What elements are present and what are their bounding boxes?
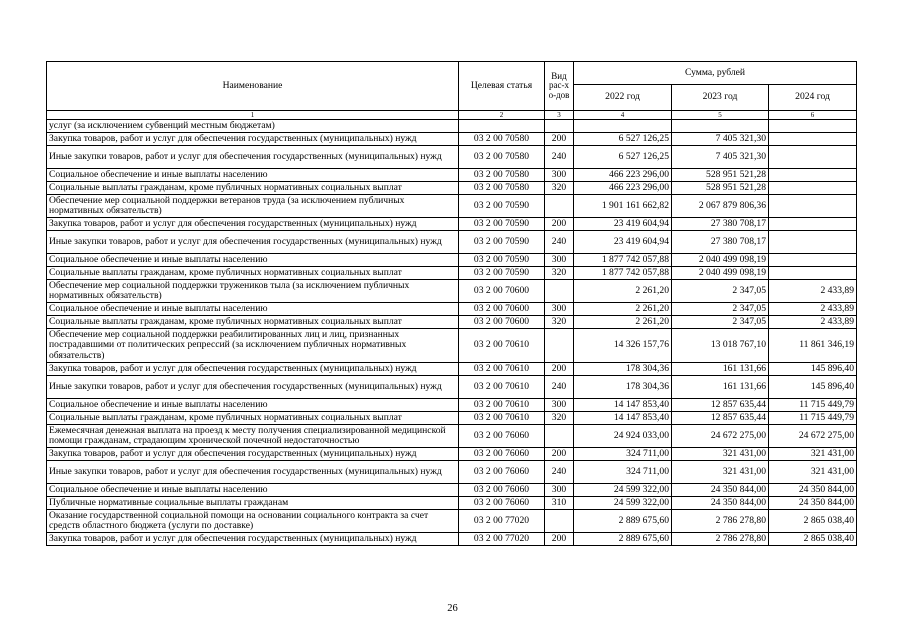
- table-row: [47, 376, 857, 399]
- row-expense-kind: 240: [545, 461, 574, 484]
- row-sum-2023: 27 380 708,17: [672, 231, 769, 254]
- row-sum-2024: [769, 146, 857, 169]
- row-expense-kind: 200: [545, 218, 574, 231]
- row-sum-2022: 324 711,00: [574, 448, 672, 461]
- row-sum-2022: 178 304,36: [574, 376, 672, 399]
- row-sum-2023: 2 040 499 098,19: [672, 254, 769, 267]
- row-expense-kind: 320: [545, 412, 574, 425]
- row-sum-2023: 24 350 844,00: [672, 497, 769, 510]
- table-row: [47, 329, 857, 363]
- header-expense-kind: Вид рас-хо-дов: [545, 62, 574, 111]
- table-row: [47, 363, 857, 376]
- row-sum-2024: 11 715 449,79: [769, 412, 857, 425]
- row-sum-2024: 11 715 449,79: [769, 399, 857, 412]
- table-row: [47, 133, 857, 146]
- row-name: Социальные выплаты гражданам, кроме публичных нормативных социальных выплат: [47, 316, 459, 329]
- row-target-article: 03 2 00 76060: [459, 448, 545, 461]
- row-sum-2023: 2 786 278,80: [672, 510, 769, 533]
- row-target-article: 03 2 00 70610: [459, 376, 545, 399]
- table-row: [47, 510, 857, 533]
- row-sum-2022: 23 419 604,94: [574, 218, 672, 231]
- row-sum-2024: 2 433,89: [769, 316, 857, 329]
- row-sum-2022: 324 711,00: [574, 461, 672, 484]
- table-row: [47, 399, 857, 412]
- column-number: 2: [459, 111, 545, 120]
- row-target-article: 03 2 00 70590: [459, 231, 545, 254]
- row-target-article: 03 2 00 70600: [459, 303, 545, 316]
- row-target-article: 03 2 00 76060: [459, 425, 545, 448]
- row-sum-2022: 2 261,20: [574, 303, 672, 316]
- row-name: Социальное обеспечение и иные выплаты населению: [47, 303, 459, 316]
- table-row: [47, 425, 857, 448]
- row-name: Социальные выплаты гражданам, кроме публичных нормативных социальных выплат: [47, 267, 459, 280]
- row-sum-2024: 145 896,40: [769, 376, 857, 399]
- row-sum-2022: [574, 120, 672, 133]
- row-name: Социальные выплаты гражданам, кроме публичных нормативных социальных выплат: [47, 412, 459, 425]
- row-sum-2024: 24 350 844,00: [769, 497, 857, 510]
- row-sum-2024: [769, 169, 857, 182]
- row-sum-2024: 145 896,40: [769, 363, 857, 376]
- row-sum-2023: 24 350 844,00: [672, 484, 769, 497]
- row-expense-kind: 320: [545, 316, 574, 329]
- row-sum-2023: 2 786 278,80: [672, 533, 769, 546]
- row-name: Закупка товаров, работ и услуг для обеспечения государственных (муниципальных) нужд: [47, 448, 459, 461]
- row-target-article: 03 2 00 70590: [459, 254, 545, 267]
- row-sum-2022: 6 527 126,25: [574, 146, 672, 169]
- row-sum-2023: 12 857 635,44: [672, 412, 769, 425]
- row-sum-2022: 14 326 157,76: [574, 329, 672, 363]
- row-sum-2022: 178 304,36: [574, 363, 672, 376]
- row-sum-2023: [672, 120, 769, 133]
- row-sum-2022: 24 599 322,00: [574, 484, 672, 497]
- row-expense-kind: 300: [545, 254, 574, 267]
- row-sum-2024: [769, 182, 857, 195]
- budget-table: [46, 61, 857, 546]
- row-expense-kind: 200: [545, 533, 574, 546]
- row-target-article: 03 2 00 76060: [459, 497, 545, 510]
- row-name: Иные закупки товаров, работ и услуг для обеспечения государственных (муниципальных) нужд: [47, 376, 459, 399]
- table-row: [47, 182, 857, 195]
- row-sum-2024: [769, 267, 857, 280]
- row-sum-2022: 2 261,20: [574, 316, 672, 329]
- row-sum-2023: 2 067 879 806,36: [672, 195, 769, 218]
- table-header-row: [47, 62, 857, 85]
- row-sum-2023: 528 951 521,28: [672, 169, 769, 182]
- row-expense-kind: 300: [545, 484, 574, 497]
- row-target-article: 03 2 00 70610: [459, 329, 545, 363]
- row-expense-kind: 300: [545, 399, 574, 412]
- table-row: [47, 120, 857, 133]
- budget-page: [46, 61, 856, 546]
- row-sum-2022: 2 889 675,60: [574, 510, 672, 533]
- column-number: 6: [769, 111, 857, 120]
- row-target-article: 03 2 00 70590: [459, 195, 545, 218]
- table-row: [47, 448, 857, 461]
- row-sum-2022: 14 147 853,40: [574, 412, 672, 425]
- table-row: [47, 195, 857, 218]
- row-sum-2022: 24 599 322,00: [574, 497, 672, 510]
- row-sum-2024: 2 433,89: [769, 280, 857, 303]
- row-expense-kind: [545, 510, 574, 533]
- row-sum-2022: 23 419 604,94: [574, 231, 672, 254]
- row-target-article: 03 2 00 70610: [459, 363, 545, 376]
- row-name: Иные закупки товаров, работ и услуг для обеспечения государственных (муниципальных) нужд: [47, 461, 459, 484]
- header-name: Наименование: [47, 62, 459, 111]
- row-sum-2023: 161 131,66: [672, 363, 769, 376]
- row-target-article: 03 2 00 70590: [459, 267, 545, 280]
- row-sum-2022: 14 147 853,40: [574, 399, 672, 412]
- table-row: [47, 254, 857, 267]
- table-row: [47, 146, 857, 169]
- row-sum-2023: 12 857 635,44: [672, 399, 769, 412]
- page-number: 26: [447, 603, 458, 614]
- row-target-article: 03 2 00 70600: [459, 316, 545, 329]
- row-target-article: 03 2 00 76060: [459, 461, 545, 484]
- row-target-article: 03 2 00 70580: [459, 182, 545, 195]
- row-sum-2023: 2 347,05: [672, 316, 769, 329]
- table-row: [47, 461, 857, 484]
- row-sum-2024: [769, 120, 857, 133]
- table-row: [47, 267, 857, 280]
- row-expense-kind: [545, 195, 574, 218]
- row-sum-2022: 466 223 296,00: [574, 169, 672, 182]
- row-expense-kind: [545, 425, 574, 448]
- row-expense-kind: 240: [545, 146, 574, 169]
- row-sum-2024: 2 433,89: [769, 303, 857, 316]
- row-sum-2023: 2 040 499 098,19: [672, 267, 769, 280]
- table-row: [47, 412, 857, 425]
- header-sum: Сумма, рублей: [574, 62, 857, 85]
- row-name: Иные закупки товаров, работ и услуг для обеспечения государственных (муниципальных) нужд: [47, 146, 459, 169]
- row-sum-2024: [769, 231, 857, 254]
- row-expense-kind: [545, 280, 574, 303]
- row-name: Обеспечение мер социальной поддержки тружеников тыла (за исключением публичных нормативных обязательств): [47, 280, 459, 303]
- row-sum-2022: 2 889 675,60: [574, 533, 672, 546]
- row-sum-2022: 1 901 161 662,82: [574, 195, 672, 218]
- column-number-row: [47, 111, 857, 120]
- row-target-article: 03 2 00 70600: [459, 280, 545, 303]
- row-sum-2024: 24 672 275,00: [769, 425, 857, 448]
- row-sum-2024: 321 431,00: [769, 461, 857, 484]
- row-target-article: [459, 120, 545, 133]
- row-name: Иные закупки товаров, работ и услуг для обеспечения государственных (муниципальных) нужд: [47, 231, 459, 254]
- row-expense-kind: [545, 120, 574, 133]
- row-sum-2023: 7 405 321,30: [672, 146, 769, 169]
- header-year-2024: 2024 год: [769, 85, 857, 111]
- row-target-article: 03 2 00 76060: [459, 484, 545, 497]
- row-sum-2024: 11 861 346,19: [769, 329, 857, 363]
- row-sum-2024: 2 865 038,40: [769, 533, 857, 546]
- row-expense-kind: 240: [545, 376, 574, 399]
- row-sum-2023: 2 347,05: [672, 280, 769, 303]
- row-name: Социальное обеспечение и иные выплаты населению: [47, 169, 459, 182]
- row-expense-kind: 240: [545, 231, 574, 254]
- row-name: Социальное обеспечение и иные выплаты населению: [47, 484, 459, 497]
- table-row: [47, 497, 857, 510]
- row-name: Социальное обеспечение и иные выплаты населению: [47, 254, 459, 267]
- row-sum-2022: 2 261,20: [574, 280, 672, 303]
- row-name: Публичные нормативные социальные выплаты гражданам: [47, 497, 459, 510]
- row-name: Закупка товаров, работ и услуг для обеспечения государственных (муниципальных) нужд: [47, 363, 459, 376]
- row-sum-2022: 466 223 296,00: [574, 182, 672, 195]
- row-name: Ежемесячная денежная выплата на проезд к месту получения специализированной медицинской помощи гражданам, страдающим хронической почечной недостаточностью: [47, 425, 459, 448]
- row-name: Закупка товаров, работ и услуг для обеспечения государственных (муниципальных) нужд: [47, 133, 459, 146]
- row-expense-kind: [545, 329, 574, 363]
- row-target-article: 03 2 00 77020: [459, 533, 545, 546]
- row-name: Оказание государственной социальной помощи на основании социального контракта за счет средств областного бюджета (услуги по доставке): [47, 510, 459, 533]
- row-sum-2022: 1 877 742 057,88: [574, 267, 672, 280]
- row-expense-kind: 310: [545, 497, 574, 510]
- row-target-article: 03 2 00 77020: [459, 510, 545, 533]
- row-sum-2023: 7 405 321,30: [672, 133, 769, 146]
- row-target-article: 03 2 00 70610: [459, 412, 545, 425]
- row-expense-kind: 200: [545, 363, 574, 376]
- table-row: [47, 231, 857, 254]
- row-sum-2023: 24 672 275,00: [672, 425, 769, 448]
- row-sum-2023: 321 431,00: [672, 448, 769, 461]
- row-name: Социальные выплаты гражданам, кроме публичных нормативных социальных выплат: [47, 182, 459, 195]
- row-name: Закупка товаров, работ и услуг для обеспечения государственных (муниципальных) нужд: [47, 533, 459, 546]
- row-sum-2024: [769, 133, 857, 146]
- column-number: 5: [672, 111, 769, 120]
- row-name: Обеспечение мер социальной поддержки реабилитированных лиц и лиц, признанных пострадавшими от политических репрессий (за исключением публичных нормативных обязательств): [47, 329, 459, 363]
- column-number: 3: [545, 111, 574, 120]
- header-year-2022: 2022 год: [574, 85, 672, 111]
- row-sum-2024: 321 431,00: [769, 448, 857, 461]
- table-row: [47, 218, 857, 231]
- row-target-article: 03 2 00 70580: [459, 169, 545, 182]
- row-sum-2024: [769, 218, 857, 231]
- row-target-article: 03 2 00 70590: [459, 218, 545, 231]
- row-expense-kind: 200: [545, 133, 574, 146]
- table-row: [47, 484, 857, 497]
- row-name: Закупка товаров, работ и услуг для обеспечения государственных (муниципальных) нужд: [47, 218, 459, 231]
- table-row: [47, 280, 857, 303]
- row-sum-2023: 2 347,05: [672, 303, 769, 316]
- row-target-article: 03 2 00 70580: [459, 133, 545, 146]
- table-row: [47, 316, 857, 329]
- row-sum-2024: [769, 195, 857, 218]
- row-expense-kind: 320: [545, 267, 574, 280]
- column-number: 1: [47, 111, 459, 120]
- table-row: [47, 169, 857, 182]
- row-sum-2024: 2 865 038,40: [769, 510, 857, 533]
- row-name: Социальное обеспечение и иные выплаты населению: [47, 399, 459, 412]
- row-sum-2023: 528 951 521,28: [672, 182, 769, 195]
- row-sum-2024: 24 350 844,00: [769, 484, 857, 497]
- row-expense-kind: 200: [545, 448, 574, 461]
- row-sum-2022: 6 527 126,25: [574, 133, 672, 146]
- row-sum-2023: 161 131,66: [672, 376, 769, 399]
- column-number: 4: [574, 111, 672, 120]
- row-sum-2023: 321 431,00: [672, 461, 769, 484]
- row-sum-2024: [769, 254, 857, 267]
- row-expense-kind: 300: [545, 169, 574, 182]
- row-sum-2023: 27 380 708,17: [672, 218, 769, 231]
- row-expense-kind: 300: [545, 303, 574, 316]
- header-year-2023: 2023 год: [672, 85, 769, 111]
- row-sum-2023: 13 018 767,10: [672, 329, 769, 363]
- row-sum-2022: 24 924 033,00: [574, 425, 672, 448]
- row-target-article: 03 2 00 70580: [459, 146, 545, 169]
- table-row: [47, 303, 857, 316]
- row-target-article: 03 2 00 70610: [459, 399, 545, 412]
- row-expense-kind: 320: [545, 182, 574, 195]
- row-name: Обеспечение мер социальной поддержки ветеранов труда (за исключением публичных нормативных обязательств): [47, 195, 459, 218]
- row-sum-2022: 1 877 742 057,88: [574, 254, 672, 267]
- table-row: [47, 533, 857, 546]
- row-name: услуг (за исключением субвенций местным бюджетам): [47, 120, 459, 133]
- header-target-article: Целевая статья: [459, 62, 545, 111]
